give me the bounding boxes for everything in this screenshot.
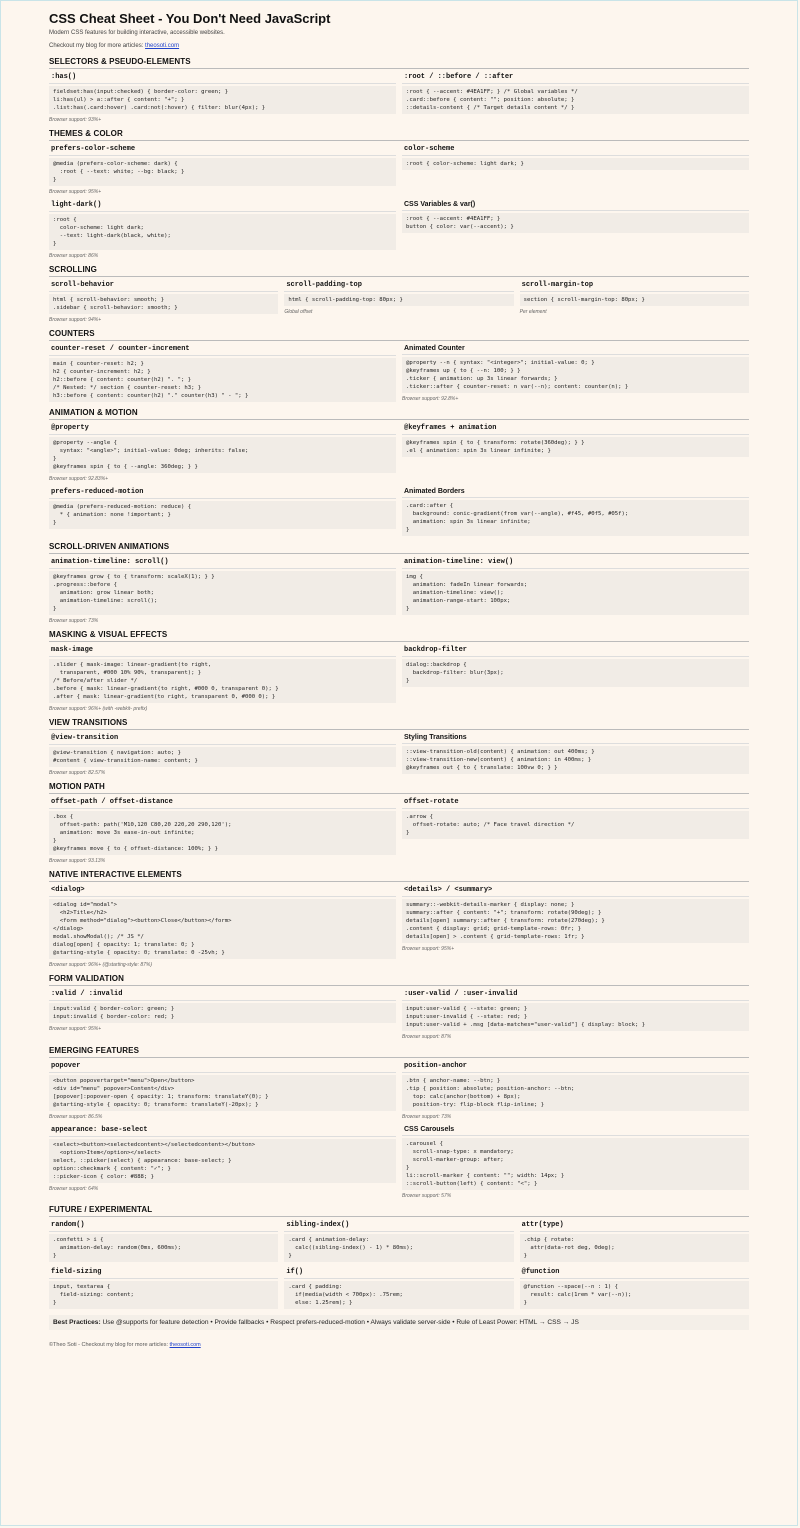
feature-card [402,343,749,402]
section [49,870,749,968]
feature-card [49,422,396,482]
code-block: <dialog id="modal"> <h2>Title</h2> <form method="dialog"><button>Close</button></form> </dialog> modal.showModal(); /* JS */ dialog[open] { opacity: 1; translate: 0; } @starting-style { opacity: 0; translate: 0 -25vh; } [49,899,396,959]
feature-card [402,71,749,123]
code-block: .arrow { offset-rotate: auto; /* Face travel direction */ } [402,811,749,839]
feature-card [49,556,396,624]
support-note: Browser support: 96%+ (with -webkit- prefix) [49,706,148,712]
support-note: Browser support: 86.5% [49,1114,103,1120]
best-practices-text: Use @supports for feature detection • Provide fallbacks • Respect prefers-reduced-motion • Always validate server-side • Rule of Least Power: HTML → CSS → JS [102,1319,579,1326]
card-title: sibling-index() [284,1219,513,1232]
feature-card [402,644,749,712]
feature-card [402,1060,749,1120]
feature-card [49,343,396,402]
best-practices-bar [49,1315,749,1330]
code-block: @view-transition { navigation: auto; } #content { view-transition-name: content; } [49,747,396,767]
code-block: :root { --accent: #4EA1FF; } /* Global variables */ .card::before { content: ""; position: absolute; } ::details-content { /* Target details content */ } [402,86,749,114]
support-note: Browser support: 96%+ (@starting-style: 87%) [49,962,153,968]
section-title: SCROLL-DRIVEN ANIMATIONS [49,542,749,554]
feature-card [284,279,513,323]
blog-link[interactable]: theosoti.com [145,43,180,49]
section [49,265,749,323]
section [49,782,749,864]
code-block: .card { padding: if(media(width < 700px): .75rem; else: 1.25rem); } [284,1281,513,1309]
card-title: @keyframes + animation [402,422,749,435]
code-block: .card { animation-delay: calc((sibling-index() - 1) * 80ms); } [284,1234,513,1262]
support-note: Per element [519,309,547,315]
section [49,329,749,402]
support-note: Browser support: 73% [49,618,99,624]
support-note: Browser support: 92.8%+ [402,396,459,402]
feature-card [520,1266,749,1309]
section [49,408,749,536]
feature-card [49,71,396,123]
code-block: @media (prefers-color-scheme: dark) { :root { --text: white; --bg: black; } } [49,158,396,186]
feature-card [284,1219,513,1262]
support-note: Browser support: 82.57% [49,770,106,776]
support-note: Browser support: 73% [402,1114,452,1120]
code-block: input:valid { border-color: green; } input:invalid { border-color: red; } [49,1003,396,1023]
card-title: counter-reset / counter-increment [49,343,396,356]
code-block: input:user-valid { --state: green; } input:user-invalid { --state: red; } input:user-valid + .msg [data-matches="user-valid"] { display: block; } [402,1003,749,1031]
card-row [49,1219,749,1262]
card-title: prefers-reduced-motion [49,486,396,499]
card-row [49,796,749,864]
card-title: CSS Carousels [402,1124,749,1136]
support-note: Global offset [284,309,313,315]
section-title: MASKING & VISUAL EFFECTS [49,630,749,642]
card-row [49,556,749,624]
card-row [49,644,749,712]
code-block: section { scroll-margin-top: 80px; } [520,294,749,306]
feature-card [49,279,278,323]
card-title: popover [49,1060,396,1073]
feature-card [402,732,749,776]
feature-card [49,486,396,536]
card-title: :user-valid / :user-invalid [402,988,749,1001]
card-row [49,884,749,968]
feature-card [49,988,396,1040]
card-title: light-dark() [49,199,396,212]
card-title: @view-transition [49,732,396,745]
feature-card [284,1266,513,1309]
card-title: Styling Transitions [402,732,749,744]
card-title: appearance: base-select [49,1124,396,1137]
code-block: @media (prefers-reduced-motion: reduce) { * { animation: none !important; } } [49,501,396,529]
card-title: scroll-behavior [49,279,278,292]
code-block: input, textarea { field-sizing: content; } [49,1281,278,1309]
footer [49,1342,749,1348]
code-block: main { counter-reset: h2; } h2 { counter-increment: h2; } h2::before { content: counter(h2) ". "; } /* Nested: */ section { counter-reset: h3; } h3::before { content: counter(h2) "." counter(h3) " - "; } [49,358,396,402]
card-title: :has() [49,71,396,84]
card-row [49,199,749,259]
feature-card [402,422,749,482]
card-title: scroll-padding-top [284,279,513,292]
sections-container [49,57,749,1309]
page-title: CSS Cheat Sheet - You Don't Need JavaScript [49,11,331,26]
card-title: CSS Variables & var() [402,199,749,211]
code-block: :root { color-scheme: light dark; --text: light-dark(black, white); } [49,214,396,250]
support-note: Browser support: 94%+ [49,317,102,323]
code-block: @property --angle { syntax: "<angle>"; initial-value: 0deg; inherits: false; } @keyframes spin { to { --angle: 360deg; } } [49,437,396,473]
section [49,974,749,1040]
card-row [49,1060,749,1120]
card-title: :valid / :invalid [49,988,396,1001]
feature-card [402,143,749,195]
code-block: .box { offset-path: path('M10,120 C80,20 220,20 290,120'); animation: move 3s ease-in-out infinite; } @keyframes move { to { offset-distance: 100%; } } [49,811,396,855]
card-title: animation-timeline: view() [402,556,749,569]
card-row [49,279,749,323]
card-title: Animated Counter [402,343,749,355]
code-block: .chip { rotate: attr(data-rot deg, 0deg); } [520,1234,749,1262]
code-block: .card::after { background: conic-gradient(from var(--angle), #f45, #0f5, #05f); animation: spin 3s linear infinite; } [402,500,749,536]
code-block: html { scroll-padding-top: 80px; } [284,294,513,306]
card-row [49,71,749,123]
feature-card [49,644,396,712]
card-row [49,988,749,1040]
feature-card [49,884,396,968]
code-block: fieldset:has(input:checked) { border-color: green; } li:has(ul) > a::after { content: "+"; } .list:has(.card:hover) .card:not(:hover) { filter: blur(4px); } [49,86,396,114]
code-block: @property --n { syntax: "<integer>"; initial-value: 0; } @keyframes up { to { --n: 100; } } .ticker { animation: up 3s linear forwards; } .ticker::after { counter-reset: n var(--n); content: counter(n); } [402,357,749,393]
card-title: position-anchor [402,1060,749,1073]
section [49,718,749,776]
code-block: .slider { mask-image: linear-gradient(to right, transparent, #000 10% 90%, transparent); } /* Before/after slider */ .before { mask: linear-gradient(to right, #000 0, transparent 0); } .after { mask: linear-gradient(to right, transparent 0, #000 0); } [49,659,396,703]
support-note: Browser support: 87% [402,1034,452,1040]
feature-card [49,1266,278,1309]
section [49,1046,749,1199]
code-block: @keyframes spin { to { transform: rotate(360deg); } } .el { animation: spin 3s linear infinite; } [402,437,749,457]
best-practices-label: Best Practices: [53,1319,101,1326]
support-note: Browser support: 64% [49,1186,99,1192]
card-title: Animated Borders [402,486,749,498]
code-block: img { animation: fadeIn linear forwards; animation-timeline: view(); animation-range-start: 100px; } [402,571,749,615]
code-block: .carousel { scroll-snap-type: x mandatory; scroll-marker-group: after; } li::scroll-marker { content: ""; width: 14px; } ::scroll-button(left) { content: "<"; } [402,1138,749,1190]
support-note: Browser support: 93%+ [49,117,102,123]
code-block: .confetti > i { animation-delay: random(0ms, 600ms); } [49,1234,278,1262]
section [49,1205,749,1309]
card-title: offset-rotate [402,796,749,809]
card-title: @function [520,1266,749,1279]
support-note: Browser support: 92.83%+ [49,476,109,482]
page-subtitle: Modern CSS features for building interactive, accessible websites. [49,30,225,36]
blog-line [49,43,749,49]
card-title: :root / ::before / ::after [402,71,749,84]
feature-card [49,732,396,776]
feature-card [402,486,749,536]
code-block: <button popovertarget="menu">Open</button> <div id="menu" popover>Content</div> [popover]:popover-open { opacity: 1; transform: translateY(0); } @starting-style { opacity: 0; transform: translateY(-20px); } [49,1075,396,1111]
card-row [49,1124,749,1199]
support-note: Browser support: 93.13% [49,858,106,864]
code-block: <select><button><selectedcontent></selectedcontent></button> <option>Item</option></select> select, ::picker(select) { appearance: base-select; } option::checkmark { content: "✓"; } ::picker-icon { color: #888; } [49,1139,396,1183]
card-title: if() [284,1266,513,1279]
section-title: SELECTORS & PSEUDO-ELEMENTS [49,57,749,69]
section-title: ANIMATION & MOTION [49,408,749,420]
card-row [49,1266,749,1309]
feature-card [402,988,749,1040]
section [49,630,749,712]
card-title: scroll-margin-top [520,279,749,292]
section-title: MOTION PATH [49,782,749,794]
feature-card [520,279,749,323]
card-row [49,143,749,195]
section-title: EMERGING FEATURES [49,1046,749,1058]
section [49,542,749,624]
support-note: Browser support: 86% [49,253,99,259]
feature-card [49,1060,396,1120]
feature-card [49,1219,278,1262]
card-title: mask-image [49,644,396,657]
feature-card [402,884,749,968]
footer-text: ©Theo Soti - Checkout my blog for more articles: [49,1342,168,1348]
support-note: Browser support: 95%+ [49,1026,102,1032]
support-note: Browser support: 57% [402,1193,452,1199]
code-block: dialog::backdrop { backdrop-filter: blur(3px); } [402,659,749,687]
section [49,57,749,123]
feature-card [49,143,396,195]
code-block: summary::-webkit-details-marker { display: none; } summary::after { content: "+"; transform: rotate(90deg); } details[open] summary::after { transform: rotate(270deg); } .content { display: grid; grid-template-rows: 0fr; } details[open] > .content { grid-template-rows: 1fr; } [402,899,749,943]
code-block: :root { --accent: #4EA1FF; } button { color: var(--accent); } [402,213,749,233]
card-title: animation-timeline: scroll() [49,556,396,569]
card-title: random() [49,1219,278,1232]
code-block: ::view-transition-old(content) { animation: out 400ms; } ::view-transition-new(content) { animation: in 400ms; } @keyframes out { to { translate: 100vw 0; } } [402,746,749,774]
feature-card [402,1124,749,1199]
feature-card [520,1219,749,1262]
feature-card [49,796,396,864]
card-row [49,732,749,776]
section-title: NATIVE INTERACTIVE ELEMENTS [49,870,749,882]
section-title: VIEW TRANSITIONS [49,718,749,730]
feature-card [49,199,396,259]
blog-prefix: Checkout my blog for more articles: [49,43,144,49]
card-row [49,343,749,402]
card-title: @property [49,422,396,435]
card-title: <details> / <summary> [402,884,749,897]
feature-card [402,796,749,864]
section-title: FORM VALIDATION [49,974,749,986]
feature-card [402,556,749,624]
code-block: @keyframes grow { to { transform: scaleX(1); } } .progress::before { animation: grow linear both; animation-timeline: scroll(); } [49,571,396,615]
card-title: field-sizing [49,1266,278,1279]
card-title: prefers-color-scheme [49,143,396,156]
card-row [49,486,749,536]
support-note: Browser support: 95%+ [49,189,102,195]
code-block: @function --space(--n : 1) { result: calc(1rem * var(--n)); } [520,1281,749,1309]
card-row [49,422,749,482]
feature-card [49,1124,396,1199]
section-title: COUNTERS [49,329,749,341]
card-title: attr(type) [520,1219,749,1232]
code-block: :root { color-scheme: light dark; } [402,158,749,170]
footer-link[interactable]: theosoti.com [169,1342,201,1348]
feature-card [402,199,749,259]
card-title: <dialog> [49,884,396,897]
section-title: THEMES & COLOR [49,129,749,141]
card-title: color-scheme [402,143,749,156]
section-title: FUTURE / EXPERIMENTAL [49,1205,749,1217]
card-title: backdrop-filter [402,644,749,657]
section-title: SCROLLING [49,265,749,277]
support-note: Browser support: 95%+ [402,946,455,952]
card-title: offset-path / offset-distance [49,796,396,809]
code-block: html { scroll-behavior: smooth; } .sidebar { scroll-behavior: smooth; } [49,294,278,314]
section [49,129,749,259]
code-block: .btn { anchor-name: --btn; } .tip { position: absolute; position-anchor: --btn; top: calc(anchor(bottom) + 8px); position-try: flip-block flip-inline; } [402,1075,749,1111]
